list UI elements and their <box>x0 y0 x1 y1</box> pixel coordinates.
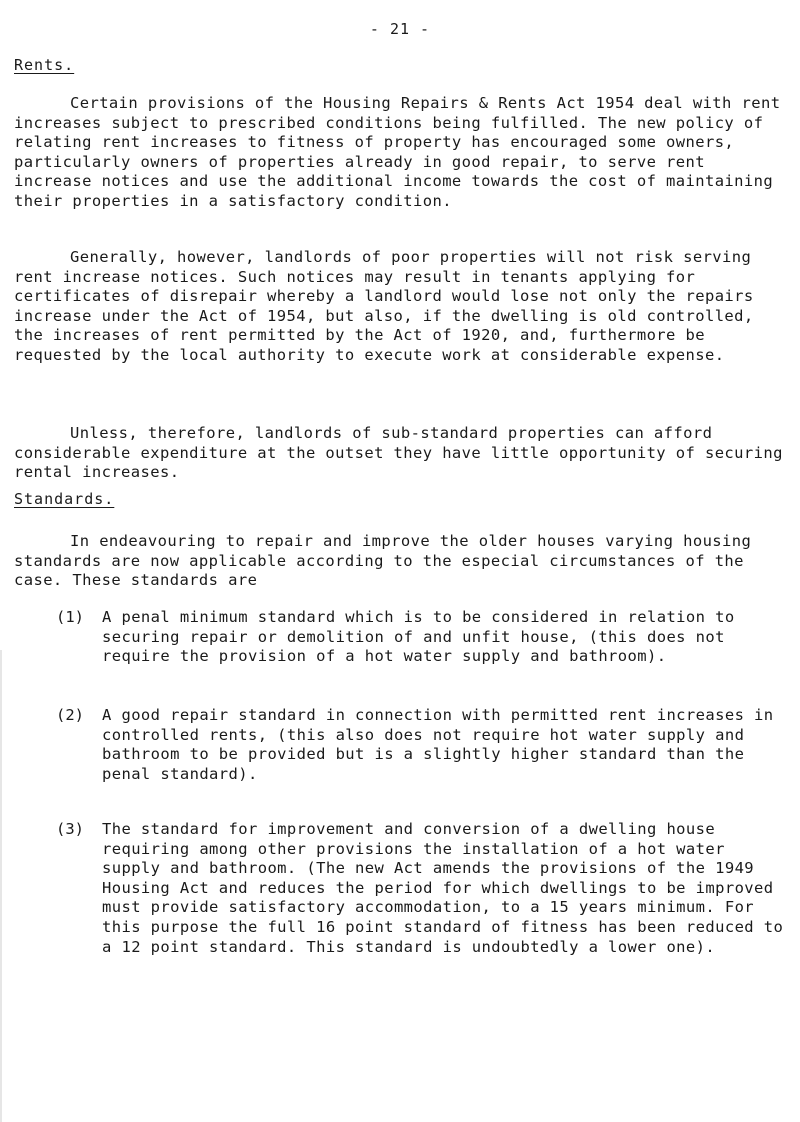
section-heading-rents: Rents. <box>14 56 75 74</box>
standard-item-1 <box>56 608 792 667</box>
rents-paragraph-2: Generally, however, landlords of poor properties will not risk serving rent increase notices. Such notices may result in tenants applying for certificates of disrepair whereby a landlord would lose not only the repairs increase under the Act of 1954, but also, if the dwelling is old controlled, the increases of rent permitted by the Act of 1920, and, furthermore be requested by the local authority to execute work at considerable expense. <box>14 248 754 364</box>
scan-margin-shadow <box>0 650 2 1122</box>
section-heading-standards: Standards. <box>14 490 115 508</box>
rents-paragraph-1: Certain provisions of the Housing Repairs & Rents Act 1954 deal with rent increases subject to prescribed conditions being fulfilled. The new policy of relating rent increases to fitness of property has encouraged some owners, particularly owners of properties already in good repair, to serve rent increase notices and use the additional income towards the cost of maintaining their properties in a satisfactory condition. <box>14 94 781 210</box>
standard-item-number: (2) <box>56 706 84 724</box>
standard-item-text: A penal minimum standard which is to be considered in relation to securing repair or demolition of and unfit house, (this does not require the provision of a hot water supply and bathroom). <box>102 608 735 666</box>
standards-intro-paragraph: In endeavouring to repair and improve the older houses varying housing standards are now applicable according to the especial circumstances of the case. These standards are <box>14 532 752 590</box>
standard-item-3 <box>56 820 792 957</box>
rents-paragraph-3: Unless, therefore, landlords of sub-standard properties can afford considerable expenditure at the outset they have little opportunity of securing rental increases. <box>14 424 783 482</box>
standard-item-2 <box>56 706 792 784</box>
standard-item-text: The standard for improvement and conversion of a dwelling house requiring among other provisions the installation of a hot water supply and bathroom. (The new Act amends the provisions of the 1949 Housing Act and reduces the period for which dwellings to be improved must provide satisfactory accommodation, to a 15 years minimum. For this purpose the full 16 point standard of fitness has been reduced to a 12 point standard. This standard is undoubtedly a lower one). <box>102 820 784 956</box>
standard-item-text: A good repair standard in connection with permitted rent increases in controlled rents, (this also does not require hot water supply and bathroom to be provided but is a slightly higher standard than the penal standard). <box>102 706 774 783</box>
page-number: - 21 - <box>369 20 431 38</box>
standard-item-number: (1) <box>56 608 84 626</box>
standard-item-number: (3) <box>56 820 84 838</box>
